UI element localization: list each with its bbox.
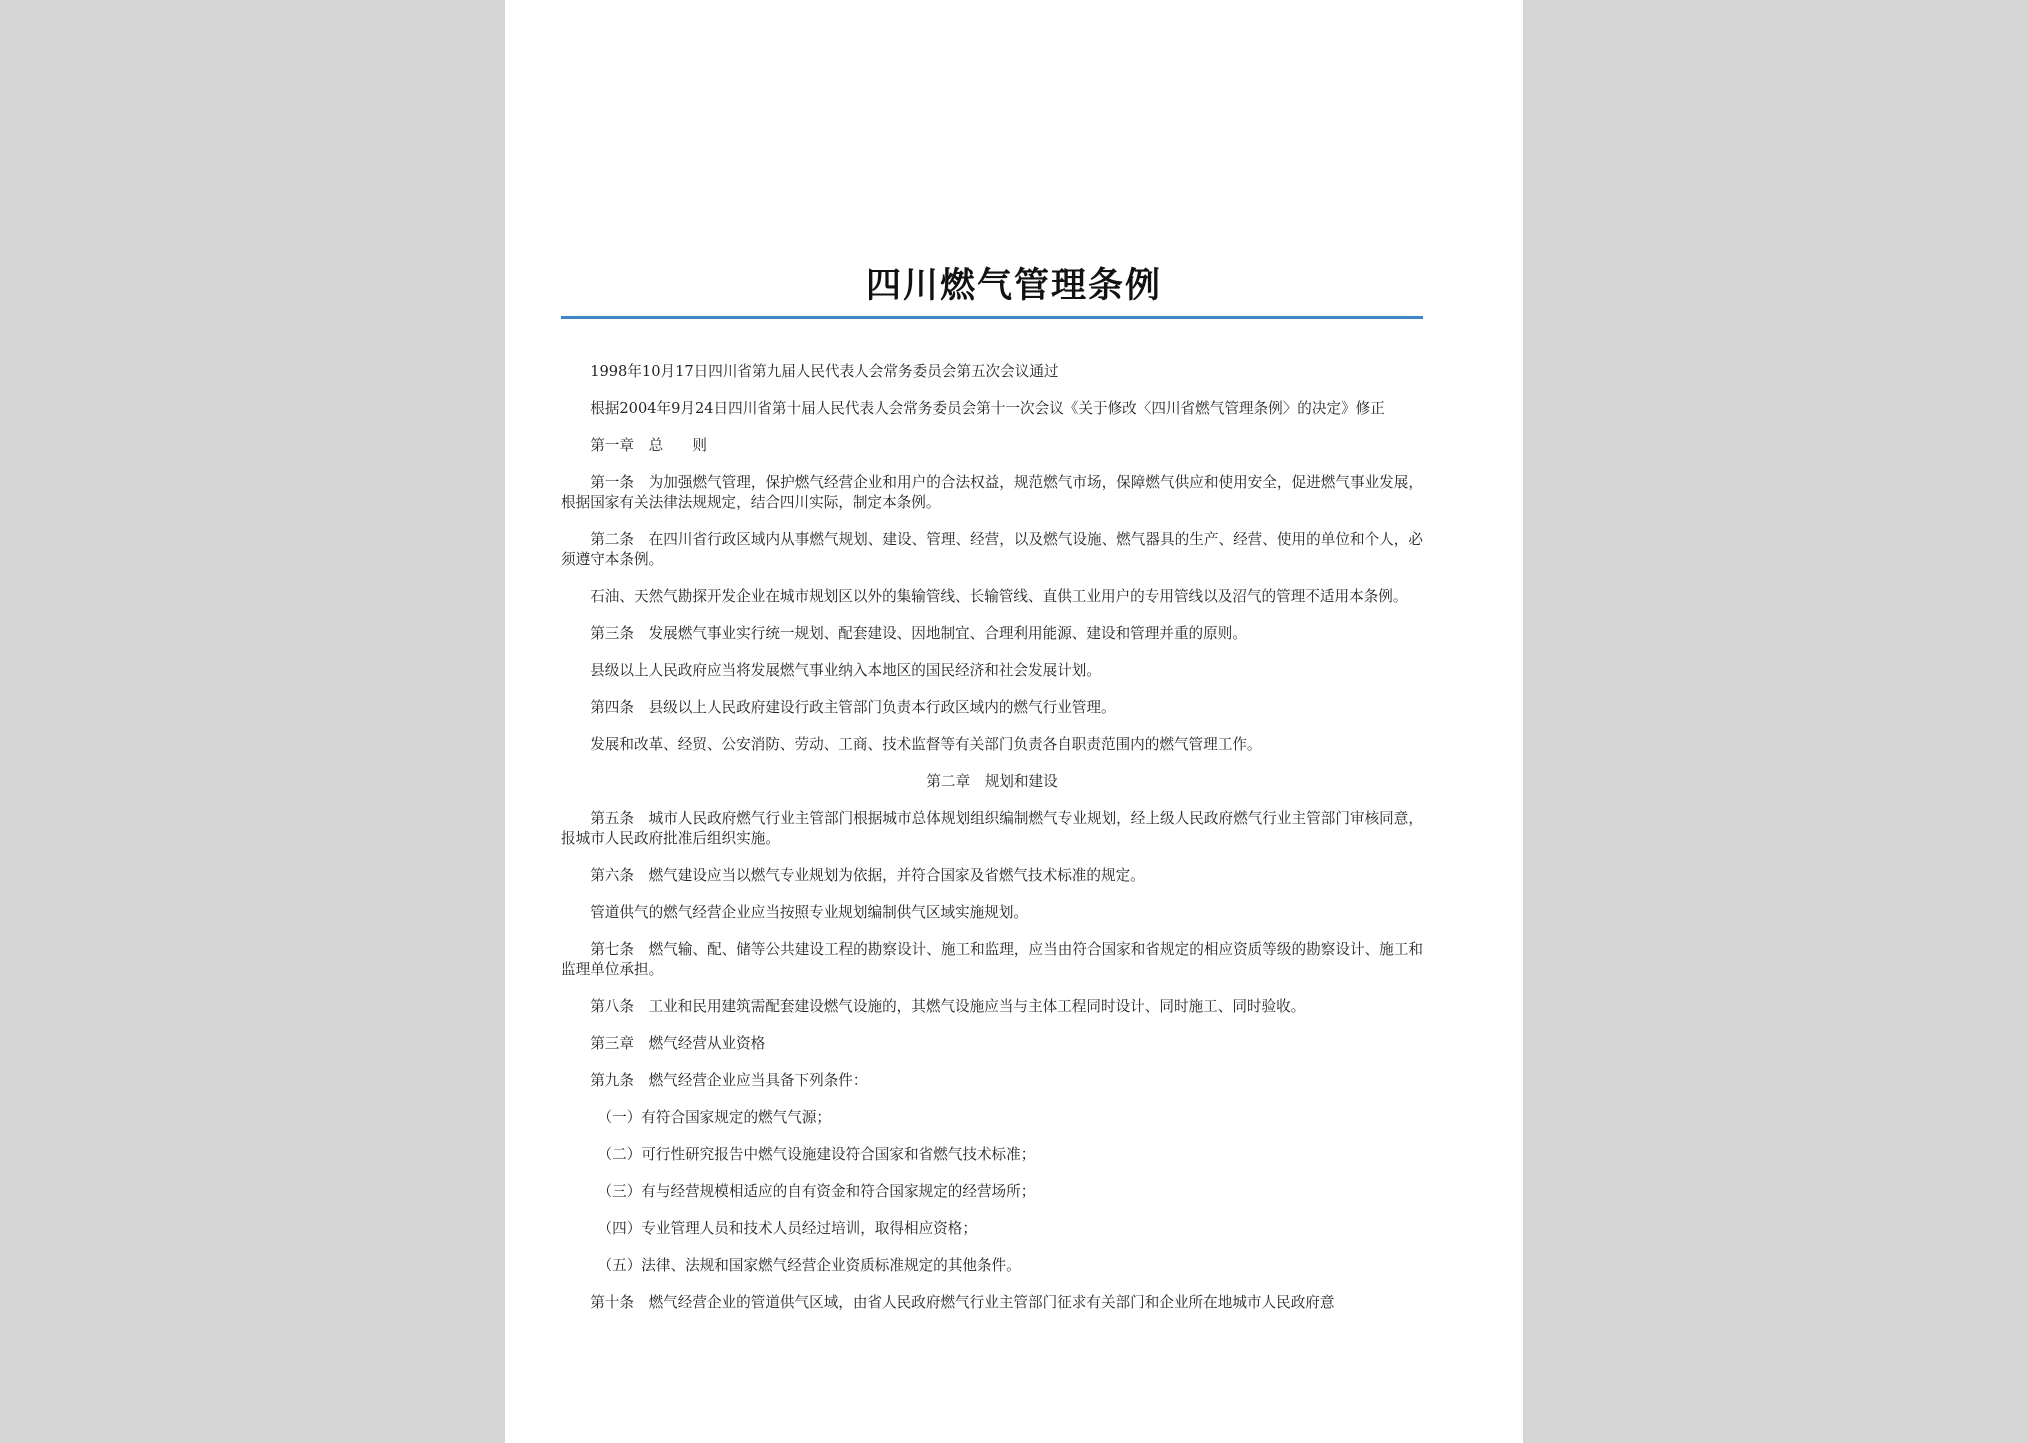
chapter-heading: 第二章 规划和建设 bbox=[926, 773, 1058, 790]
list-item: （二）可行性研究报告中燃气设施建设符合国家和省燃气技术标准； bbox=[597, 1146, 1036, 1163]
article-paragraph: 第十条 燃气经营企业的管道供气区域，由省人民政府燃气行业主管部门征求有关部门和企业所在地城市人民政府意 bbox=[590, 1294, 1335, 1311]
title-divider bbox=[561, 316, 1423, 319]
article-paragraph: 第一条 为加强燃气管理，保护燃气经营企业和用户的合法权益，规范燃气市场，保障燃气供应和使用安全，促进燃气事业发展，根据国家有关法律法规规定，结合四川实际，制定本条例。 bbox=[561, 474, 1423, 511]
article-paragraph: 石油、天然气勘探开发企业在城市规划区以外的集输管线、长输管线、直供工业用户的专用管线以及沼气的管理不适用本条例。 bbox=[590, 588, 1408, 605]
chapter-heading: 第三章 燃气经营从业资格 bbox=[590, 1035, 766, 1052]
article-paragraph: 发展和改革、经贸、公安消防、劳动、工商、技术监督等有关部门负责各自职责范围内的燃气管理工作。 bbox=[590, 736, 1262, 753]
article-paragraph: 第六条 燃气建设应当以燃气专业规划为依据，并符合国家及省燃气技术标准的规定。 bbox=[590, 867, 1145, 884]
chapter-heading: 第一章 总 则 bbox=[590, 437, 707, 454]
article-paragraph: 第九条 燃气经营企业应当具备下列条件： bbox=[590, 1072, 868, 1089]
amendment-note: 根据2004年9月24日四川省第十届人民代表人会常务委员会第十一次会议《关于修改〈四川省燃气管理条例〉的决定》修正 bbox=[590, 400, 1385, 417]
article-paragraph: 第八条 工业和民用建筑需配套建设燃气设施的，其燃气设施应当与主体工程同时设计、同时施工、同时验收。 bbox=[590, 998, 1306, 1015]
article-paragraph: 第二条 在四川省行政区域内从事燃气规划、建设、管理、经营，以及燃气设施、燃气器具的生产、经营、使用的单位和个人，必须遵守本条例。 bbox=[561, 531, 1423, 568]
article-paragraph: 第七条 燃气输、配、储等公共建设工程的勘察设计、施工和监理，应当由符合国家和省规定的相应资质等级的勘察设计、施工和监理单位承担。 bbox=[561, 941, 1423, 978]
article-paragraph: 管道供气的燃气经营企业应当按照专业规划编制供气区域实施规划。 bbox=[590, 904, 1029, 921]
document-body bbox=[561, 362, 1423, 1330]
list-item: （五）法律、法规和国家燃气经营企业资质标准规定的其他条件。 bbox=[597, 1257, 1021, 1274]
list-item: （四）专业管理人员和技术人员经过培训，取得相应资格； bbox=[597, 1220, 977, 1237]
list-item: （一）有符合国家规定的燃气气源； bbox=[597, 1109, 832, 1126]
document-title: 四川燃气管理条例 bbox=[865, 265, 1162, 306]
article-paragraph: 县级以上人民政府应当将发展燃气事业纳入本地区的国民经济和社会发展计划。 bbox=[590, 662, 1101, 679]
article-paragraph: 第三条 发展燃气事业实行统一规划、配套建设、因地制宜、合理利用能源、建设和管理并重的原则。 bbox=[590, 625, 1247, 642]
article-paragraph: 第四条 县级以上人民政府建设行政主管部门负责本行政区域内的燃气行业管理。 bbox=[590, 699, 1116, 716]
article-paragraph: 第五条 城市人民政府燃气行业主管部门根据城市总体规划组织编制燃气专业规划，经上级人民政府燃气行业主管部门审核同意，报城市人民政府批准后组织实施。 bbox=[561, 810, 1423, 847]
adoption-note: 1998年10月17日四川省第九届人民代表人会常务委员会第五次会议通过 bbox=[590, 363, 1059, 380]
list-item: （三）有与经营规模相适应的自有资金和符合国家规定的经营场所； bbox=[597, 1183, 1036, 1200]
document-page bbox=[505, 0, 1523, 1443]
